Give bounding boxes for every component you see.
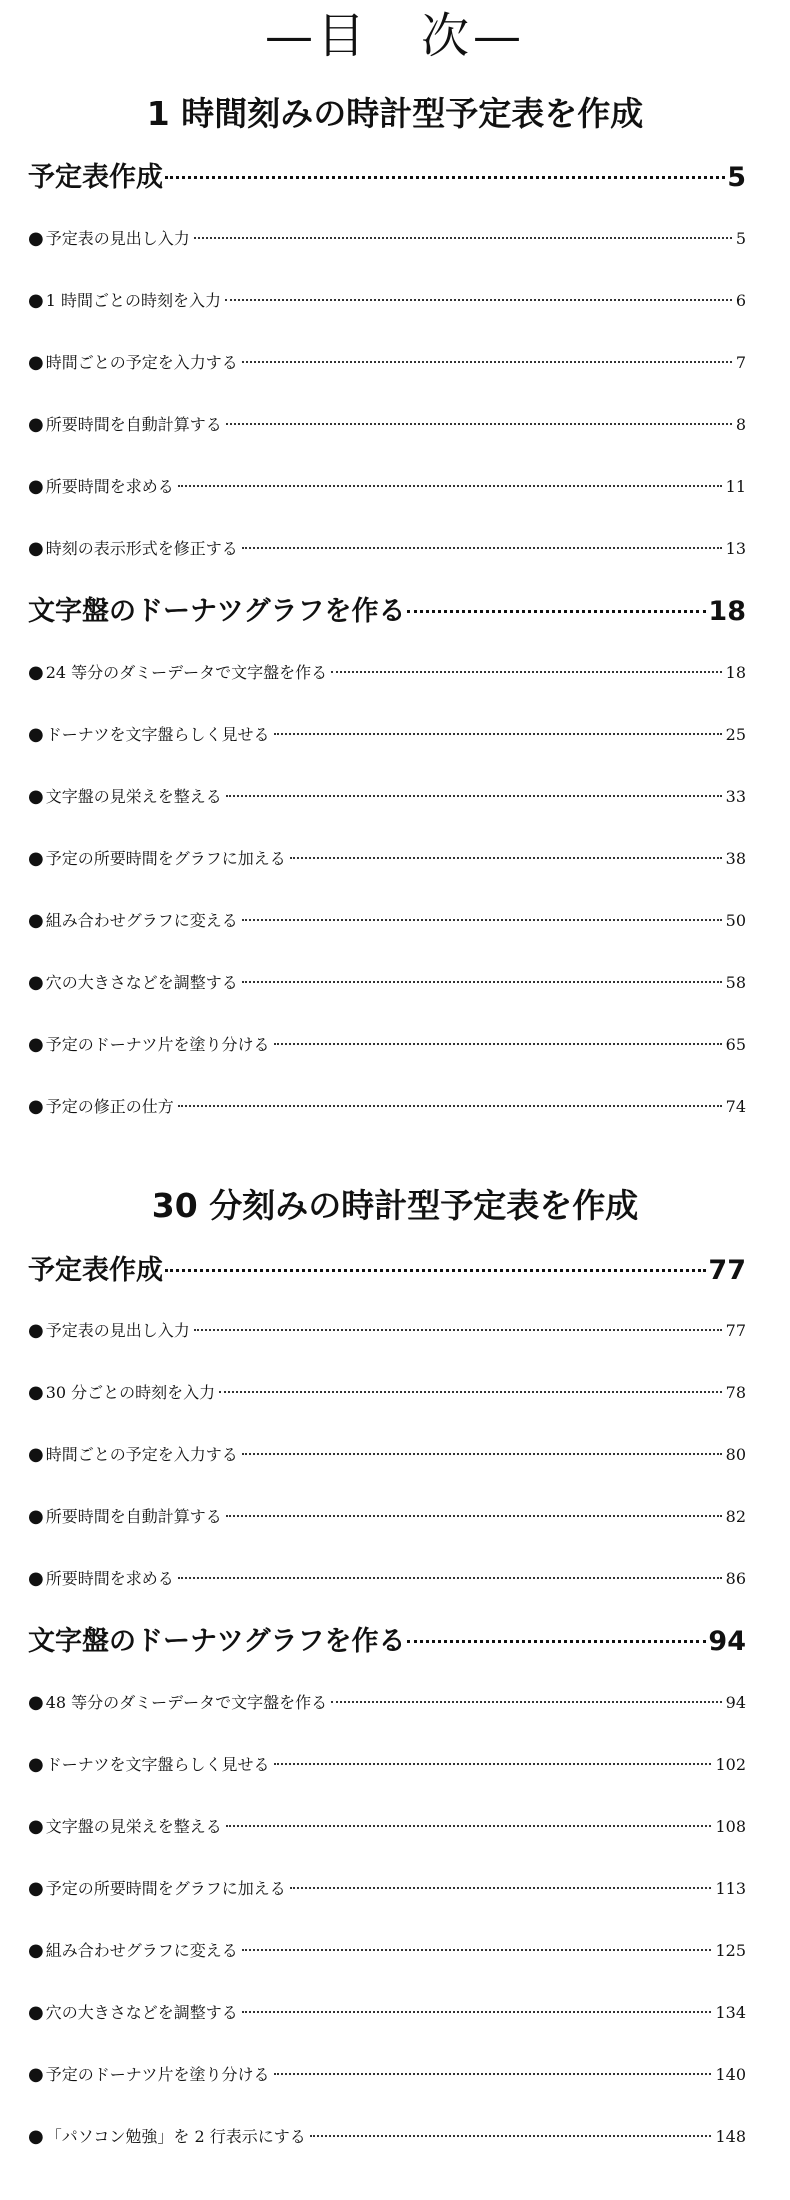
- item-title: ドーナツを文字盤らしく見せる: [45, 725, 270, 744]
- page-number: 33: [725, 787, 746, 806]
- bullet-icon: ●: [28, 290, 44, 311]
- dot-leader: [226, 423, 732, 425]
- item-title: 1 時間ごとの時刻を入力: [45, 291, 221, 310]
- dot-leader: [407, 610, 706, 613]
- item-title: 文字盤の見栄えを整える: [45, 787, 222, 806]
- bullet-icon: ●: [28, 1940, 44, 1961]
- toc-item[interactable]: [28, 226, 746, 252]
- part-title: 30 分刻みの時計型予定表を作成: [151, 1186, 639, 1225]
- item-title: 組み合わせグラフに変える: [45, 1941, 238, 1960]
- dot-leader: [194, 1329, 722, 1331]
- item-title: 予定表の見出し入力: [45, 229, 190, 248]
- page-number: 140: [715, 2065, 746, 2084]
- page-number: 134: [715, 2003, 746, 2022]
- bullet-icon: ●: [28, 1034, 44, 1055]
- toc-item[interactable]: [28, 1032, 746, 1058]
- item-title: 48 等分のダミーデータで文字盤を作る: [45, 1693, 328, 1712]
- item-title: 予定表の見出し入力: [45, 1321, 190, 1340]
- item-title: 24 等分のダミーデータで文字盤を作る: [45, 663, 328, 682]
- dot-leader: [178, 1105, 722, 1107]
- page-number: 13: [725, 539, 746, 558]
- dot-leader: [331, 1701, 721, 1703]
- bullet-icon: ●: [28, 2126, 44, 2147]
- bullet-icon: ●: [28, 352, 44, 373]
- page-number: 18: [725, 663, 746, 682]
- page-number: 38: [725, 849, 746, 868]
- bullet-icon: ●: [28, 1754, 44, 1775]
- bullet-icon: ●: [28, 1692, 44, 1713]
- page-number: 94: [725, 1693, 746, 1712]
- item-title: 時間ごとの予定を入力する: [45, 1445, 238, 1464]
- toc-item[interactable]: [28, 784, 746, 810]
- dot-leader: [194, 237, 732, 239]
- item-title: 組み合わせグラフに変える: [45, 911, 238, 930]
- bullet-icon: ●: [28, 476, 44, 497]
- dot-leader: [242, 981, 722, 983]
- toc-item[interactable]: [28, 1504, 746, 1530]
- toc-item[interactable]: [28, 1566, 746, 1592]
- bullet-icon: ●: [28, 1096, 44, 1117]
- page-number: 108: [715, 1817, 746, 1836]
- page-number: 18: [708, 596, 746, 627]
- bullet-icon: ●: [28, 972, 44, 993]
- toc-item[interactable]: [28, 1938, 746, 1964]
- toc-item[interactable]: [28, 536, 746, 562]
- bullet-icon: ●: [28, 1444, 44, 1465]
- dot-leader: [274, 1763, 712, 1765]
- bullet-icon: ●: [28, 662, 44, 683]
- page-number: 78: [725, 1383, 746, 1402]
- bullet-icon: ●: [28, 228, 44, 249]
- toc-item[interactable]: [28, 846, 746, 872]
- toc-item[interactable]: [28, 1318, 746, 1344]
- item-title: 予定のドーナツ片を塗り分ける: [45, 2065, 270, 2084]
- dot-leader: [274, 1043, 722, 1045]
- dot-leader: [226, 1515, 722, 1517]
- bullet-icon: ●: [28, 848, 44, 869]
- toc-item[interactable]: [28, 288, 746, 314]
- item-title: 30 分ごとの時刻を入力: [45, 1383, 216, 1402]
- page-number: 5: [735, 229, 746, 248]
- dot-leader: [242, 919, 722, 921]
- toc-section[interactable]: [28, 158, 746, 198]
- item-title: 予定の修正の仕方: [45, 1097, 174, 1116]
- section-title: 文字盤のドーナツグラフを作る: [28, 1626, 406, 1657]
- toc-heading: —目 次—: [264, 8, 525, 64]
- bullet-icon: ●: [28, 2002, 44, 2023]
- dot-leader: [274, 2073, 712, 2075]
- toc-item[interactable]: [28, 1752, 746, 1778]
- dot-leader: [290, 1887, 712, 1889]
- section-title: 予定表作成: [28, 1255, 163, 1286]
- dot-leader: [290, 857, 722, 859]
- page-number: 148: [715, 2127, 746, 2146]
- bullet-icon: ●: [28, 724, 44, 745]
- toc-item[interactable]: [28, 1442, 746, 1468]
- item-title: ドーナツを文字盤らしく見せる: [45, 1755, 270, 1774]
- bullet-icon: ●: [28, 786, 44, 807]
- toc-item[interactable]: [28, 2000, 746, 2026]
- item-title: 穴の大きさなどを調整する: [45, 973, 238, 992]
- page-number: 125: [715, 1941, 746, 1960]
- page-number: 7: [735, 353, 746, 372]
- dot-leader: [225, 299, 732, 301]
- toc-item[interactable]: [28, 970, 746, 996]
- dot-leader: [310, 2135, 712, 2137]
- page-number: 50: [725, 911, 746, 930]
- toc-section[interactable]: [28, 1251, 746, 1291]
- bullet-icon: ●: [28, 2064, 44, 2085]
- toc-item[interactable]: [28, 2124, 746, 2150]
- dot-leader: [242, 1453, 722, 1455]
- part-title: 1 時間刻みの時計型予定表を作成: [146, 94, 644, 133]
- item-title: 所要時間を自動計算する: [45, 1507, 222, 1526]
- item-title: 「パソコン勉強」を 2 行表示にする: [45, 2127, 306, 2146]
- dot-leader: [219, 1391, 721, 1393]
- dot-leader: [165, 176, 725, 179]
- item-title: 予定の所要時間をグラフに加える: [45, 1879, 286, 1898]
- item-title: 所要時間を自動計算する: [45, 415, 222, 434]
- bullet-icon: ●: [28, 1568, 44, 1589]
- toc-item[interactable]: [28, 1094, 746, 1120]
- toc-item[interactable]: [28, 1380, 746, 1406]
- item-title: 所要時間を求める: [45, 477, 174, 496]
- item-title: 文字盤の見栄えを整える: [45, 1817, 222, 1836]
- page-number: 80: [725, 1445, 746, 1464]
- page-number: 25: [725, 725, 746, 744]
- dot-leader: [178, 485, 722, 487]
- page-number: 94: [708, 1626, 746, 1657]
- dot-leader: [242, 2011, 712, 2013]
- dot-leader: [242, 547, 722, 549]
- section-title: 文字盤のドーナツグラフを作る: [28, 596, 406, 627]
- dot-leader: [242, 1949, 712, 1951]
- bullet-icon: ●: [28, 910, 44, 931]
- toc-item[interactable]: [28, 1876, 746, 1902]
- toc-section[interactable]: [28, 1622, 746, 1662]
- dot-leader: [226, 795, 722, 797]
- bullet-icon: ●: [28, 1878, 44, 1899]
- toc-item[interactable]: [28, 1690, 746, 1716]
- page-number: 82: [725, 1507, 746, 1526]
- toc-item[interactable]: [28, 2062, 746, 2088]
- dot-leader: [165, 1269, 706, 1272]
- bullet-icon: ●: [28, 538, 44, 559]
- bullet-icon: ●: [28, 414, 44, 435]
- toc-section[interactable]: [28, 592, 746, 632]
- bullet-icon: ●: [28, 1320, 44, 1341]
- bullet-icon: ●: [28, 1506, 44, 1527]
- toc-item[interactable]: [28, 1814, 746, 1840]
- page-number: 77: [708, 1255, 746, 1286]
- page-number: 65: [725, 1035, 746, 1054]
- toc-item[interactable]: [28, 660, 746, 686]
- dot-leader: [242, 361, 732, 363]
- item-title: 時間ごとの予定を入力する: [45, 353, 238, 372]
- page-number: 86: [725, 1569, 746, 1588]
- section-title: 予定表作成: [28, 162, 163, 193]
- item-title: 所要時間を求める: [45, 1569, 174, 1588]
- page-number: 6: [735, 291, 746, 310]
- dot-leader: [331, 671, 721, 673]
- dot-leader: [407, 1640, 706, 1643]
- item-title: 時刻の表示形式を修正する: [45, 539, 238, 558]
- page-number: 11: [725, 477, 746, 496]
- dot-leader: [226, 1825, 712, 1827]
- page-number: 5: [727, 162, 746, 193]
- item-title: 穴の大きさなどを調整する: [45, 2003, 238, 2022]
- toc-item[interactable]: [28, 908, 746, 934]
- toc-item[interactable]: [28, 350, 746, 376]
- dot-leader: [274, 733, 722, 735]
- page-number: 8: [735, 415, 746, 434]
- page-number: 74: [725, 1097, 746, 1116]
- page-number: 113: [715, 1879, 746, 1898]
- toc-item[interactable]: [28, 412, 746, 438]
- item-title: 予定の所要時間をグラフに加える: [45, 849, 286, 868]
- page-number: 58: [725, 973, 746, 992]
- page-number: 77: [725, 1321, 746, 1340]
- toc-item[interactable]: [28, 474, 746, 500]
- bullet-icon: ●: [28, 1382, 44, 1403]
- page-number: 102: [715, 1755, 746, 1774]
- item-title: 予定のドーナツ片を塗り分ける: [45, 1035, 270, 1054]
- bullet-icon: ●: [28, 1816, 44, 1837]
- toc-item[interactable]: [28, 722, 746, 748]
- dot-leader: [178, 1577, 722, 1579]
